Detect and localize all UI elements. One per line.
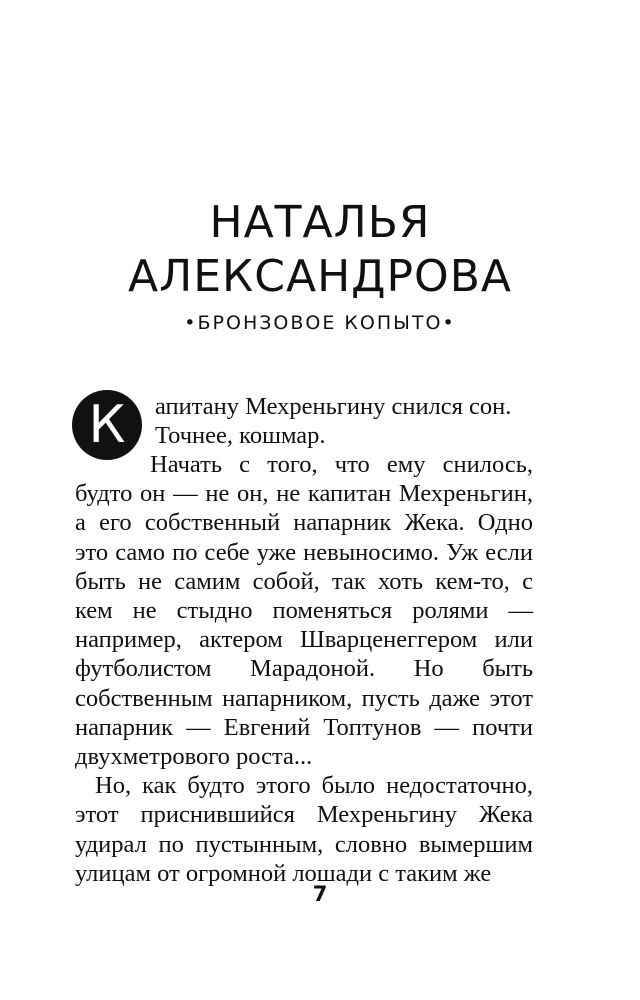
opening-lines	[155, 392, 535, 450]
body-text	[75, 450, 533, 888]
paragraph-1: Начать с того, что ему снилось, будто он — не он, не капитан Мехреньгин, а его собственный напарник Жека. Одно это само по себе уже невыносимо. Уж если быть не самим собой, так хоть кем-то, с кем не стыдно поменяться ролями — например, актером Шварценеггером или футболистом Марадоной. Но быть собственным напарником, пусть даже этот напарник — Евгений Топтунов — почти двухметрового роста...	[75, 451, 533, 771]
opening-line-1: апитану Мехреньгину снился сон.	[155, 393, 512, 420]
author-name-line1: НАТАЛЬЯ	[209, 197, 431, 248]
author-name-line2: АЛЕКСАНДРОВА	[128, 251, 512, 302]
paragraph-2: Но, как будто этого было недостаточно, этот приснившийся Мехреньгину Жека удирал по пустынным, словно вымершим улицам от огромной лошади с таким же	[75, 772, 533, 887]
opening-line-2: Точнее, кошмар.	[155, 422, 326, 450]
book-title: •БРОНЗОВОЕ КОПЫТО•	[184, 312, 456, 334]
drop-cap: К	[72, 390, 142, 460]
page-number: 7	[312, 882, 328, 906]
